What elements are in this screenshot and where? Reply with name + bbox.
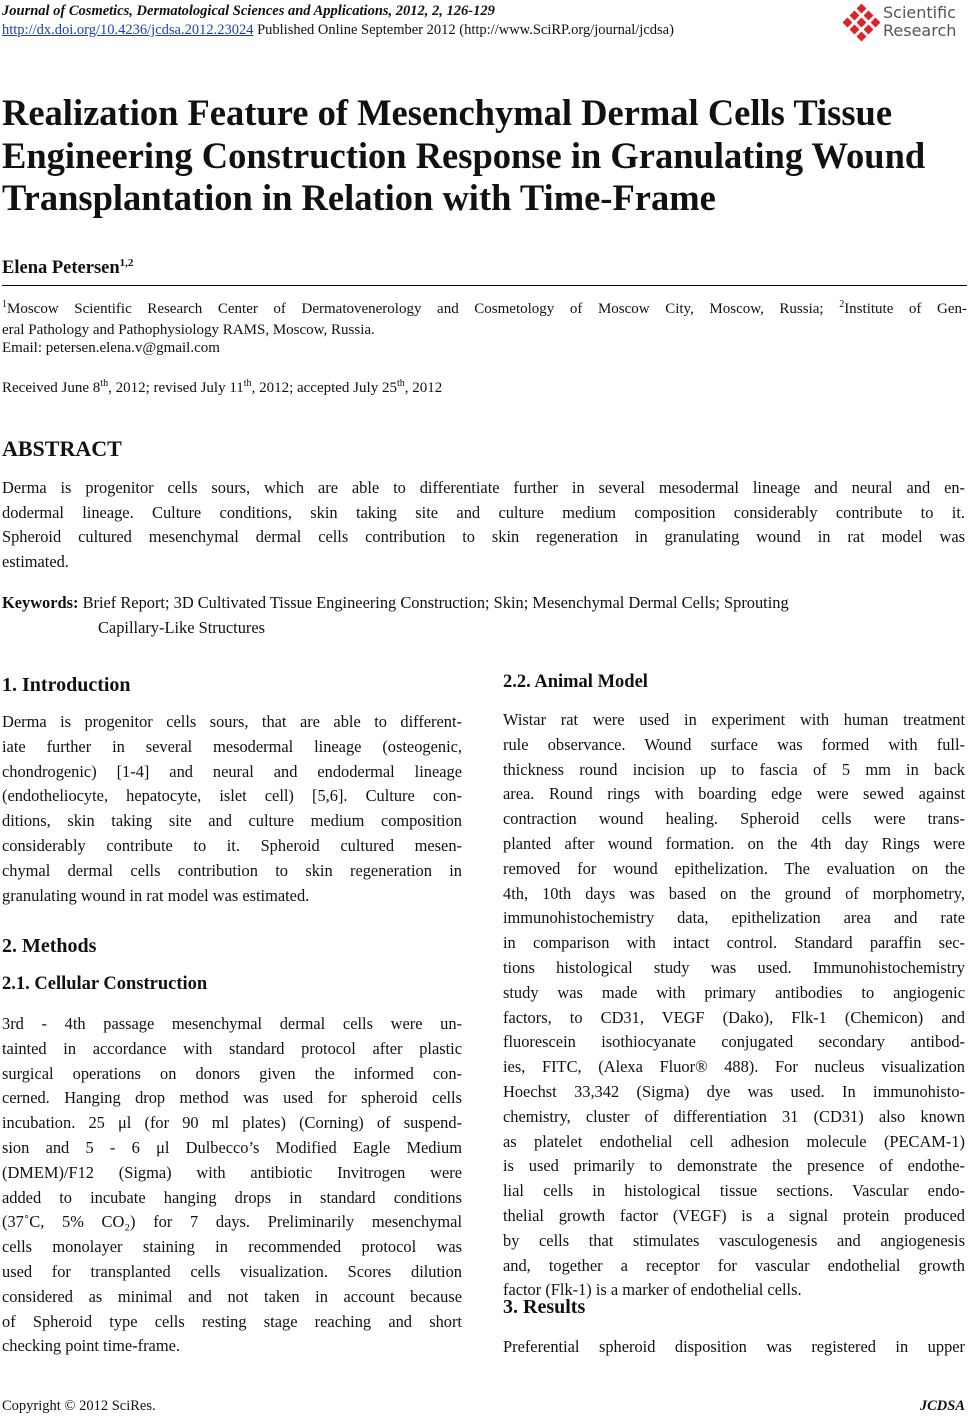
section-heading-results: 3. Results [503,1296,586,1318]
section-heading-methods: 2. Methods [2,935,97,957]
journal-citation: Journal of Cosmetics, Dermatological Sciences and Applications, 2012, 2, 126-129 [2,3,495,19]
author-email[interactable]: Email: petersen.elena.v@gmail.com [2,340,220,356]
logo-text-2: Research [883,21,957,40]
publisher-logo [843,3,965,43]
subsection-heading-animal-model: 2.2. Animal Model [503,672,648,692]
published-online: Published Online September 2012 (http://www.SciRP.org/journal/jcdsa) [253,22,674,38]
paper-title [2,92,967,220]
title-line: Engineering Construction Response in Granulating Wound [2,134,926,176]
keywords: Keywords: Brief Report; 3D Cultivated Tissue Engineering Construction; Skin; Mesenchymal Dermal Cells; Sprouting Capillary-Like Structures [2,593,789,637]
abstract-text: Derma is progenitor cells sours, which are able to differentiate further in several mesodermal lineage and neural and en- dodermal lineage. Culture conditions, skin taking site and culture medium composition considerably contribute to it. Spheroid cultured mesenchymal dermal cells contribution to skin regeneration in granulating wound in rat model was estimated. [2,478,965,571]
received-dates: Received June 8th, 2012; revised July 11th, 2012; accepted July 25th, 2012 [2,378,443,396]
author-name: Elena Petersen$^{1,2}$ [2,257,134,279]
logo-diamond-icon [843,4,881,42]
title-line: Transplantation in Relation with Time-Frame [2,177,716,218]
journal-abbrev-footer: JCDSA [919,1398,965,1414]
results-text: Preferential spheroid disposition was registered in upper [503,1337,965,1356]
divider [2,285,967,286]
animal-model-text: Wistar rat were used in experiment with human treatment rule observance. Wound surface was formed with full- thickness round incision up to fascia of 5 mm in back area. Round rings with boarding edge were sewed against contraction wound healing. Spheroid cells were trans- planted after wound formation. on the 4th day Rings were removed for wound epithelization. The evaluation on the 4th, 10th days was based on the ground of morphometry, immunohistochemistry data, epithelization area and rate in comparison with intact control. Standard paraffin sec- tions histological study was used. Immunohistochemistry study was made with primary antibodies to angiogenic factors, to CD31, VEGF (Dako), Flk-1 (Chemicon) and fluorescein isothiocyanate conjugated secondary antibod- ies, FITC, (Alexa Fluor® 488). For nucleus visualization Hoechst 33,342 (Sigma) dye was used. In immunohisto- chemistry, cluster of differentiation 31 (CD31) also known as platelet endothelial cell adhesion molecule (PECAM-1) is used primarily to demonstrate the presence of endothe- lial cells in histological tissue sections. Vascular endo- thelial growth factor (VEGF) is a signal protein produced by cells that stimulates vasculogenesis and angiogenesis and, together a receptor for vascular endothelial growth factor (Flk-1) is a marker of endothelial cells. [503,710,965,1300]
copyright-footer: Copyright © 2012 SciRes. [2,1398,156,1414]
abstract-heading: ABSTRACT [2,436,122,461]
keywords-label: Keywords: [2,593,79,612]
doi-link[interactable]: http://dx.doi.org/10.4236/jcdsa.2012.23024 [2,22,254,38]
title-line: Realization Feature of Mesenchymal Dermal Cells Tissue [2,92,893,133]
affiliation: $^1$Moscow Scientific Research Center of Dermatovenerology and Cosmetology of Moscow City, Moscow, Russia; $^2$Institute of Gen- eral Pathology and Pathophysiology RAMS, Moscow, Russia. [2,299,967,338]
logo-text-1: Scientific [883,3,956,22]
section-heading-introduction: 1. Introduction [2,674,131,696]
introduction-text: Derma is progenitor cells sours, that are able to different- iate further in several mesodermal lineage (osteogenic, chondrogenic) [1-4] and neural and endodermal lineage (endotheliocyte, hepatocyte, islet cell) [5,6]. Culture con- ditions, skin taking site and culture medium composition considerably contribute to it. Spheroid cultured mesen- chymal dermal cells contribution to skin regeneration in granulating wound in rat model was estimated. [2,712,462,905]
doi-line [2,22,674,39]
cellular-construction-text: 3rd - 4th passage mesenchymal dermal cells were un- tainted in accordance with standard protocol after plastic surgical operations on donors given the informed con- cerned. Hanging drop method was used for spheroid cells incubation. 25 μl (for 90 ml plates) (Corning) of suspend- sion and 5 - 6 μl Dulbecco’s Modified Eagle Medium (DMEM)/F12 (Sigma) with antibiotic Invitrogen were added to incubate hanging drops in standard conditions (37˚C, 5% CO₂) for 7 days. Preliminarily mesenchymal cells monolayer staining in recommended protocol was used for transplanted cells visualization. Scores dilution considered as minimal and not taken in account because of Spheroid type cells resting stage reaching and short checking point time-frame. [2,1014,462,1356]
subsection-heading-cellular-construction: 2.1. Cellular Construction [2,974,208,994]
